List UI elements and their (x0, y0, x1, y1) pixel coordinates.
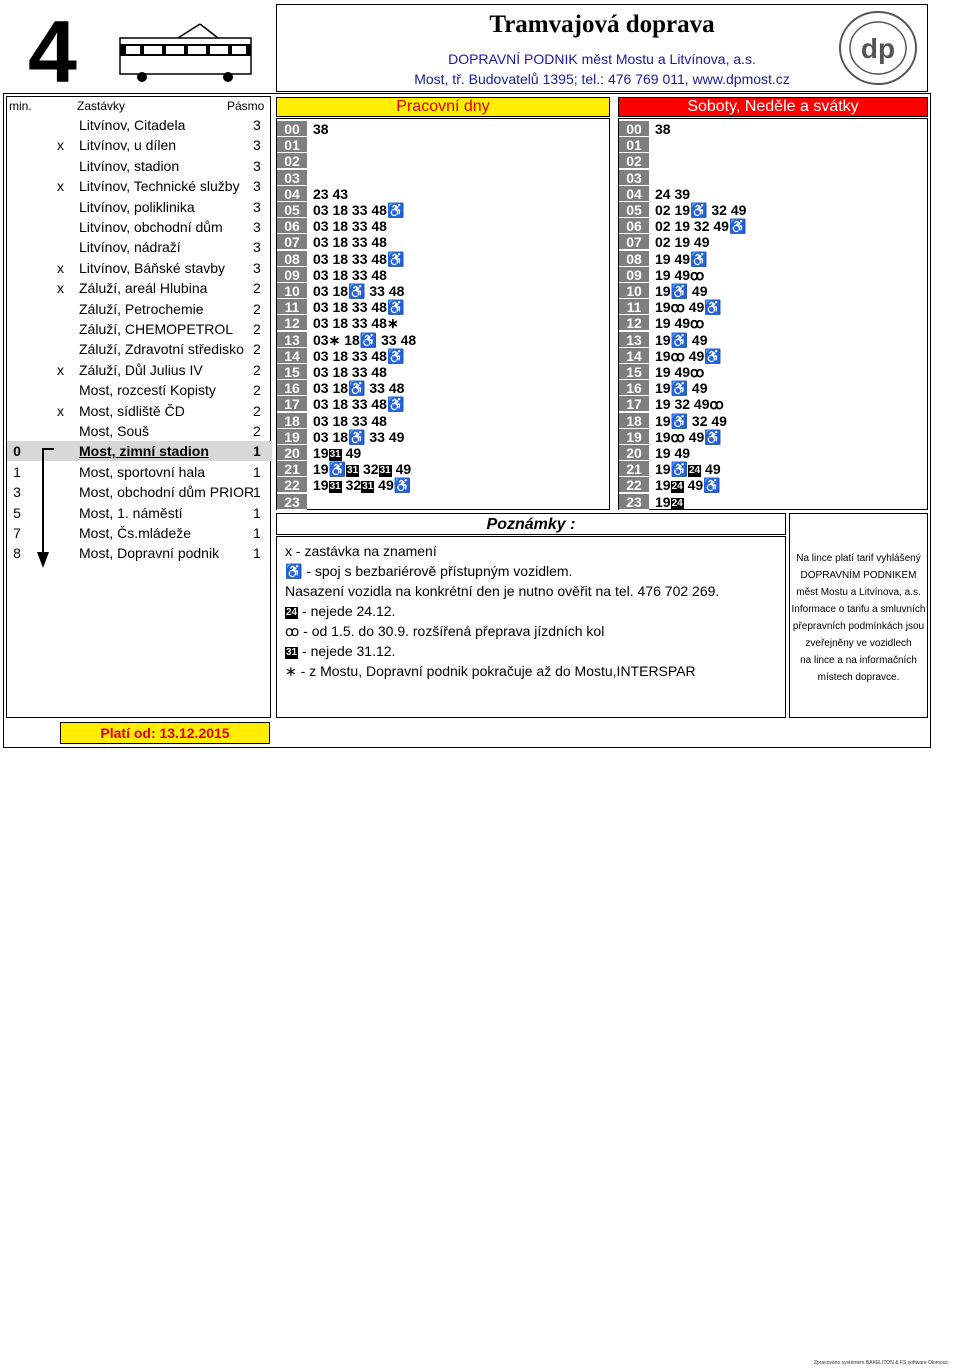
date-exception-icon: 31 (347, 465, 359, 477)
hour-cell: 23 (619, 494, 649, 510)
stop-name: Most, rozcestí Kopisty (79, 382, 216, 399)
minutes-cell: 38 (655, 121, 671, 137)
wheelchair-icon: ♿ (386, 347, 405, 364)
timetable-row (619, 396, 927, 412)
minutes-cell: 02 19 32 49♿ (655, 218, 747, 235)
stop-zone: 1 (253, 525, 261, 541)
minutes-cell: 19♿ 49 (655, 331, 708, 348)
stops-panel (6, 96, 271, 718)
minutes-cell: 03 18 33 48♿ (313, 250, 405, 267)
stop-zone: 1 (253, 463, 261, 480)
stop-row (7, 462, 272, 482)
minutes-cell: 03 18 33 48 (313, 218, 387, 235)
hour-cell: 08 (277, 251, 307, 267)
minutes-cell: 03 18 33 48 (313, 412, 387, 429)
bicycle-icon: ꝏ (709, 396, 724, 413)
hour-cell: 17 (619, 396, 649, 412)
stop-row (7, 156, 272, 176)
minutes-cell: 19♿24 49 (655, 461, 721, 478)
wheelchair-icon: ♿ (359, 331, 378, 348)
bicycle-icon: ꝏ (690, 266, 705, 283)
company-name: DOPRAVNÍ PODNIK měst Mostu a Litvínova, a.s. (448, 51, 756, 67)
hour-cell: 11 (277, 299, 307, 315)
stop-name: Záluží, Zdravotní středisko (79, 341, 244, 358)
stop-zone: 2 (253, 402, 261, 419)
hour-cell: 22 (619, 477, 649, 493)
timetable-row (619, 429, 927, 445)
wheelchair-icon: ♿ (348, 380, 366, 397)
timetable-row (619, 413, 927, 429)
timetable-row (619, 445, 927, 461)
tariff-line: Informace o tarifu a smluvních (791, 604, 926, 615)
hour-cell: 18 (619, 413, 649, 429)
workdays-timetable (276, 118, 610, 510)
stop-zone: 2 (253, 280, 261, 297)
note-item: 31 - nejede 31.12. (286, 643, 396, 659)
tariff-line: Na lince platí tarif vyhlášený (796, 553, 921, 564)
hour-cell: 16 (619, 380, 649, 396)
stop-row (7, 319, 272, 339)
minutes-cell: 03∗ 18♿ 33 48 (313, 331, 417, 348)
footer-credit: Zpracováno systémem BAKELITON & FS software Olomouc (813, 1360, 948, 1366)
timetable-row (277, 413, 609, 429)
minutes-cell: 19ꝏ 49♿ (655, 428, 722, 445)
stop-minutes: 1 (13, 463, 21, 480)
wheelchair-icon: ♿ (704, 428, 722, 445)
hour-cell: 02 (619, 153, 649, 169)
route-start-tick (42, 448, 54, 450)
timetable-row (619, 364, 927, 380)
minutes-header: min. (9, 99, 32, 113)
minutes-cell: 1924 (655, 493, 683, 510)
timetable-row (619, 332, 927, 348)
minutes-cell: 19♿ 49 (655, 380, 708, 397)
zone-header: Pásmo (227, 99, 265, 113)
stop-zone: 3 (253, 259, 261, 276)
hour-cell: 12 (277, 315, 307, 331)
stop-name: Litvínov, Báňské stavby (79, 259, 226, 276)
hour-cell: 07 (619, 234, 649, 250)
timetable-row (619, 461, 927, 477)
hour-cell: 15 (277, 364, 307, 380)
date-exception-icon: 31 (329, 449, 341, 460)
hour-cell: 22 (277, 477, 307, 493)
minutes-cell: 19♿31 3231 49 (313, 461, 412, 478)
stop-zone: 3 (253, 239, 261, 256)
date-exception-icon: 24 (286, 607, 298, 618)
timetable-row (277, 315, 609, 331)
valid-from-badge: Platí od: 13.12.2015 (60, 722, 270, 744)
asterisk-icon: ∗ (386, 315, 399, 332)
stop-name: Záluží, CHEMOPETROL (79, 321, 234, 337)
line-number: 4 (28, 2, 77, 101)
timetable-row (277, 202, 609, 218)
timetable-row (619, 299, 927, 315)
tariff-line: přepravních podmínkách jsou (792, 621, 925, 632)
timetable-row (277, 283, 609, 299)
timetable-row (619, 283, 927, 299)
wheelchair-icon: ♿ (393, 477, 412, 494)
timetable-row (277, 429, 609, 445)
date-exception-icon: 24 (671, 497, 683, 509)
stop-zone: 2 (253, 382, 261, 399)
tariff-line: DOPRAVNÍM PODNIKEM (800, 570, 917, 581)
request-stop-mark: x (57, 137, 64, 154)
hour-cell: 13 (619, 332, 649, 348)
timetable-row (619, 477, 927, 493)
minutes-cell: 23 43 (313, 185, 349, 202)
minutes-cell: 03 18 33 48 (313, 364, 387, 380)
wheelchair-icon: ♿ (704, 347, 722, 364)
minutes-cell: 24 39 (655, 185, 691, 202)
minutes-cell: 1931 3231 49♿ (313, 477, 412, 494)
date-exception-icon: 31 (362, 481, 374, 493)
timetable-row (619, 380, 927, 396)
bicycle-icon: ꝏ (690, 315, 705, 332)
hour-cell: 04 (277, 186, 307, 202)
stop-minutes: 3 (13, 484, 21, 501)
stop-zone: 3 (253, 219, 261, 235)
minutes-cell: 1924 49♿ (655, 477, 721, 494)
hour-cell: 04 (619, 186, 649, 202)
tariff-line: zveřejněny ve vozidlech (805, 638, 912, 649)
bicycle-icon: ꝏ (285, 623, 300, 639)
stop-row (7, 360, 272, 380)
timetable-row (619, 251, 927, 267)
hour-cell: 21 (619, 461, 649, 477)
bicycle-icon: ꝏ (670, 428, 685, 445)
minutes-cell: 19 32 49ꝏ (655, 396, 724, 413)
minutes-cell: 19♿ 49 (655, 283, 708, 299)
minutes-cell: 02 19♿ 32 49 (655, 202, 747, 218)
stop-row (7, 523, 272, 543)
stop-name: Litvínov, stadion (79, 157, 180, 174)
wheelchair-icon: ♿ (670, 412, 689, 429)
stop-zone: 2 (253, 361, 261, 378)
date-exception-icon: 31 (329, 481, 341, 493)
hour-cell: 01 (277, 137, 307, 153)
wheelchair-icon: ♿ (386, 299, 405, 316)
wheelchair-icon: ♿ (690, 250, 708, 267)
minutes-cell: 03 18 33 48∗ (313, 315, 399, 332)
hour-cell: 19 (619, 429, 649, 445)
hour-cell: 14 (277, 348, 307, 364)
stop-name: Most, Souš (79, 423, 150, 439)
timetable-row (277, 380, 609, 396)
timetable-row (277, 477, 609, 493)
timetable-row (277, 494, 609, 510)
timetable-row (277, 445, 609, 461)
minutes-cell: 03 18 33 48♿ (313, 202, 405, 218)
stop-name: Litvínov, u dílen (79, 137, 177, 154)
stop-zone: 2 (253, 300, 261, 317)
timetable-row (619, 202, 927, 218)
minutes-cell: 03 18♿ 33 48 (313, 380, 405, 397)
hour-cell: 06 (619, 218, 649, 234)
wheelchair-icon: ♿ (670, 283, 689, 299)
request-stop-mark: x (57, 361, 64, 378)
minutes-cell: 03 18 33 48♿ (313, 299, 405, 316)
stop-name: Most, Čs.mládeže (79, 525, 192, 541)
wheelchair-icon: ♿ (690, 202, 708, 218)
stop-minutes: 0 (13, 443, 21, 460)
hour-cell: 20 (277, 445, 307, 461)
minutes-cell: 19 49♿ (655, 250, 708, 267)
stop-name: Most, sídliště ČD (79, 402, 185, 419)
asterisk-icon: ∗ (328, 331, 341, 348)
stop-zone: 2 (253, 423, 261, 439)
timetable-row (277, 251, 609, 267)
hour-cell: 03 (277, 170, 307, 186)
timetable-row (277, 170, 609, 186)
stop-name: Litvínov, Citadela (79, 117, 186, 133)
note-item: x - zastávka na znamení (285, 543, 437, 559)
stop-row (7, 135, 272, 155)
wheelchair-icon: ♿ (386, 396, 405, 413)
minutes-cell: 19ꝏ 49♿ (655, 299, 722, 316)
wheelchair-icon: ♿ (386, 250, 405, 267)
hour-cell: 11 (619, 299, 649, 315)
hour-cell: 06 (277, 218, 307, 234)
stop-zone: 1 (253, 443, 261, 460)
stop-minutes: 8 (13, 545, 21, 562)
timetable-row (277, 267, 609, 283)
hour-cell: 14 (619, 348, 649, 364)
stop-row (7, 278, 272, 298)
timetable-row (619, 186, 927, 202)
stop-zone: 3 (253, 117, 261, 133)
stop-row (7, 299, 272, 319)
minutes-cell: 03 18♿ 33 49 (313, 428, 405, 445)
note-item: 24 - nejede 24.12. (286, 603, 396, 619)
bicycle-icon: ꝏ (670, 347, 685, 364)
date-exception-icon: 24 (689, 465, 701, 477)
minutes-cell: 03 18♿ 33 48 (313, 283, 405, 299)
request-stop-mark: x (57, 280, 64, 297)
timetable-row (277, 348, 609, 364)
route-line (42, 448, 44, 552)
request-stop-mark: x (57, 178, 64, 195)
minutes-cell: 1931 49 (313, 445, 362, 461)
hour-cell: 03 (619, 170, 649, 186)
timetable-row (619, 234, 927, 250)
hour-cell: 17 (277, 396, 307, 412)
stop-row (7, 176, 272, 196)
tariff-info (789, 513, 928, 718)
timetable-row (619, 315, 927, 331)
stop-name: Záluží, Petrochemie (79, 300, 204, 317)
stop-name: Záluží, Důl Julius IV (79, 361, 203, 378)
wheelchair-icon: ♿ (386, 202, 405, 218)
hour-cell: 18 (277, 413, 307, 429)
minutes-cell: 03 18 33 48♿ (313, 347, 405, 364)
timetable-row (277, 396, 609, 412)
stop-zone: 1 (253, 484, 261, 501)
hour-cell: 15 (619, 364, 649, 380)
stop-row (7, 380, 272, 400)
timetable-row (277, 364, 609, 380)
minutes-cell: 19 49ꝏ (655, 364, 705, 380)
stop-row (7, 401, 272, 421)
minutes-cell: 02 19 49 (655, 234, 710, 251)
timetable-row (277, 153, 609, 169)
minutes-cell: 19 49ꝏ (655, 315, 705, 332)
wheelchair-icon: ♿ (348, 428, 366, 445)
timetable-row (619, 137, 927, 153)
hour-cell: 02 (277, 153, 307, 169)
wheelchair-icon: ♿ (704, 299, 722, 316)
hour-cell: 05 (277, 202, 307, 218)
stop-name: Most, 1. náměstí (79, 504, 183, 521)
timetable-row (619, 153, 927, 169)
wheelchair-icon: ♿ (670, 461, 689, 478)
svg-text:dp: dp (860, 33, 896, 64)
note-item: ♿ - spoj s bezbariérově přístupným vozidlem. (285, 563, 573, 579)
stop-zone: 1 (253, 545, 261, 562)
stop-name: Litvínov, poliklinika (79, 198, 195, 215)
stop-minutes: 5 (13, 504, 21, 521)
stop-name: Most, zimní stadion (79, 443, 209, 460)
stop-row (7, 115, 272, 135)
stop-zone: 3 (253, 198, 261, 215)
minutes-cell: 19 49 (655, 445, 691, 461)
tariff-line: místech dopravce. (817, 672, 900, 683)
note-item: ∗ - z Mostu, Dopravní podnik pokračuje až do Mostu,INTERSPAR (285, 663, 696, 679)
request-stop-mark: x (57, 402, 64, 419)
stop-row (7, 217, 272, 237)
date-exception-icon: 31 (286, 647, 298, 658)
minutes-cell: 19♿ 32 49 (655, 412, 727, 429)
hour-cell: 01 (619, 137, 649, 153)
hour-cell: 10 (619, 283, 649, 299)
hour-cell: 05 (619, 202, 649, 218)
bicycle-icon: ꝏ (690, 364, 705, 380)
notes-box (276, 536, 786, 718)
timetable-row (277, 299, 609, 315)
hour-cell: 00 (619, 121, 649, 137)
timetable-row (619, 121, 927, 137)
wheelchair-icon: ♿ (670, 380, 689, 397)
stop-minutes: 7 (13, 525, 21, 541)
wheelchair-icon: ♿ (328, 461, 347, 478)
wheelchair-icon: ♿ (670, 331, 689, 348)
wheelchair-icon: ♿ (285, 563, 303, 579)
timetable-row (277, 218, 609, 234)
note-item: Nasazení vozidla na konkrétní den je nutno ověřit na tel. 476 702 269. (285, 583, 720, 599)
timetable-row (277, 332, 609, 348)
request-stop-mark: x (57, 259, 64, 276)
timetable-row (619, 218, 927, 234)
timetable-row (277, 186, 609, 202)
stop-row (7, 339, 272, 359)
minutes-cell: 19 49ꝏ (655, 266, 705, 283)
stop-row (7, 441, 272, 461)
stop-zone: 3 (253, 178, 261, 195)
asterisk-icon: ∗ (285, 663, 297, 679)
stop-row (7, 197, 272, 217)
wheelchair-icon: ♿ (348, 283, 366, 299)
minutes-cell: 03 18 33 48 (313, 266, 387, 283)
workdays-header: Pracovní dny (276, 97, 610, 117)
minutes-cell: 19ꝏ 49♿ (655, 347, 722, 364)
stop-row (7, 503, 272, 523)
minutes-cell: 03 18 33 48♿ (313, 396, 405, 413)
hour-cell: 16 (277, 380, 307, 396)
stop-name: Most, sportovní hala (79, 463, 206, 480)
stop-zone: 1 (253, 504, 261, 521)
timetable-row (277, 461, 609, 477)
hour-cell: 00 (277, 121, 307, 137)
stop-zone: 2 (253, 321, 261, 337)
timetable-row (619, 348, 927, 364)
stop-name: Most, Dopravní podnik (79, 545, 220, 562)
weekends-timetable (618, 118, 928, 510)
stop-zone: 3 (253, 157, 261, 174)
hour-cell: 13 (277, 332, 307, 348)
stop-row (7, 258, 272, 278)
wheelchair-icon: ♿ (703, 477, 721, 494)
date-exception-icon: 31 (379, 465, 391, 477)
hour-cell: 20 (619, 445, 649, 461)
stops-header: Zastávky (77, 99, 126, 113)
page-title: Tramvajová doprava (489, 11, 715, 38)
hour-cell: 09 (277, 267, 307, 283)
minutes-cell: 38 (313, 121, 329, 137)
timetable-row (277, 234, 609, 250)
timetable-row (619, 170, 927, 186)
tariff-line: měst Mostu a Litvínova, a.s. (796, 587, 921, 598)
hour-cell: 07 (277, 234, 307, 250)
stop-row (7, 421, 272, 441)
timetable-row (277, 121, 609, 137)
bicycle-icon: ꝏ (670, 299, 685, 316)
stop-name: Litvínov, Technické služby (79, 178, 240, 195)
wheelchair-icon: ♿ (728, 218, 747, 235)
company-address: Most, tř. Budovatelů 1395; tel.: 476 769 011, www.dpmost.cz (414, 71, 790, 87)
stop-row (7, 237, 272, 257)
stop-name: Záluží, areál Hlubina (79, 280, 208, 297)
stop-row (7, 482, 272, 502)
note-item: ꝏ - od 1.5. do 30.9. rozšířená přeprava jízdních kol (285, 623, 605, 639)
minutes-cell: 03 18 33 48 (313, 234, 387, 251)
timetable-row (277, 137, 609, 153)
stop-zone: 2 (253, 341, 261, 358)
route-arrow-icon (37, 552, 49, 568)
stop-name: Litvínov, nádraží (79, 239, 181, 256)
hour-cell: 19 (277, 429, 307, 445)
timetable-row (619, 494, 927, 510)
hour-cell: 08 (619, 251, 649, 267)
notes-title: Poznámky : (276, 513, 786, 535)
timetable-row (619, 267, 927, 283)
weekends-header: Soboty, Neděle a svátky (618, 97, 928, 117)
header-box (276, 4, 928, 92)
tram-icon (118, 22, 253, 84)
tariff-line: na lince a na informačních (800, 655, 917, 666)
stop-zone: 3 (253, 137, 261, 154)
hour-cell: 10 (277, 283, 307, 299)
hour-cell: 09 (619, 267, 649, 283)
stop-name: Most, obchodní dům PRIOR (79, 484, 255, 501)
date-exception-icon: 24 (671, 481, 683, 493)
hour-cell: 23 (277, 494, 307, 510)
stop-name: Litvínov, obchodní dům (79, 219, 223, 235)
hour-cell: 21 (277, 461, 307, 477)
company-logo (838, 10, 918, 86)
hour-cell: 12 (619, 315, 649, 331)
